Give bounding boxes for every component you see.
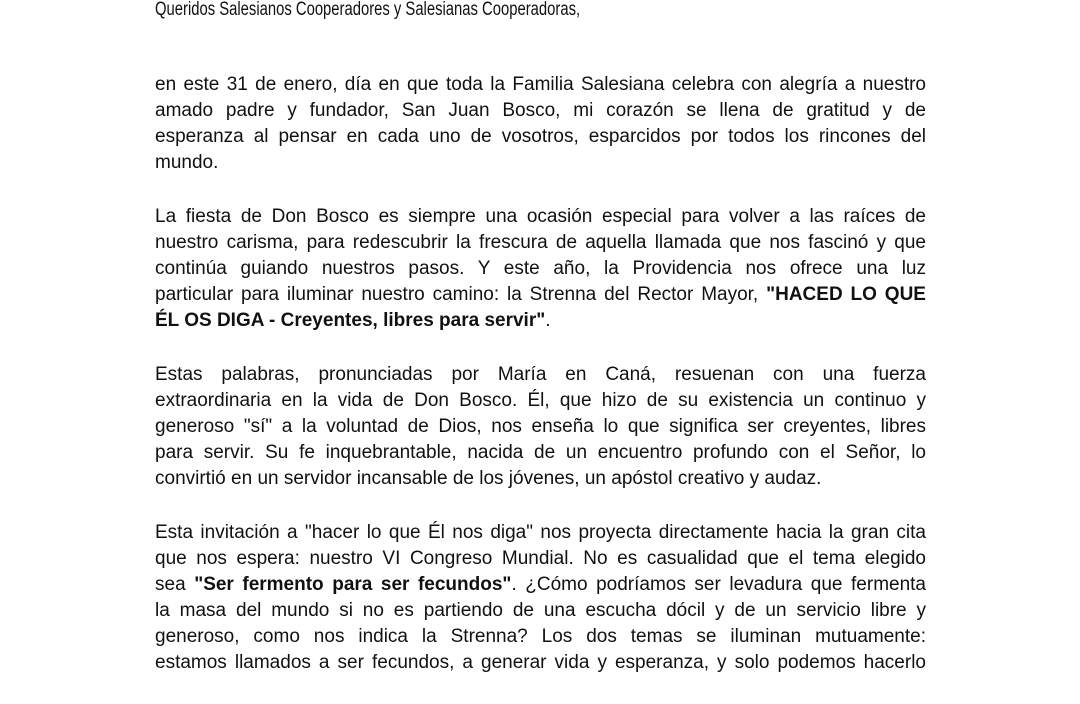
text-line: [155, 282, 926, 308]
text-line: [155, 440, 926, 466]
text-segment: particular para iluminar nuestro camino: la Strenna del Rector Mayor,: [155, 284, 767, 305]
text-segment: mundo.: [155, 152, 219, 173]
text-segment: nuestro carisma, para redescubrir la frescura de aquella llamada que nos fascinó y que: [155, 232, 926, 253]
text-line: [155, 98, 926, 124]
text-line: [155, 72, 926, 98]
paragraph: [155, 362, 926, 492]
text-line: [155, 256, 926, 282]
text-line: [155, 230, 926, 256]
text-segment: generoso "sí" a la voluntad de Dios, nos enseña lo que significa ser creyentes, libres: [155, 416, 926, 437]
text-line: [155, 150, 926, 176]
text-segment: Esta invitación a "hacer lo que Él nos diga" nos proyecta directamente hacia la gran cita: [155, 522, 926, 543]
paragraph: [155, 520, 926, 676]
bold-text: ÉL OS DIGA - Creyentes, libres para servir": [155, 310, 546, 331]
text-line: [155, 624, 926, 650]
text-line: [155, 650, 926, 676]
text-line: [155, 362, 926, 388]
text-line: [155, 388, 926, 414]
text-segment: amado padre y fundador, San Juan Bosco, mi corazón se llena de gratitud y de: [155, 100, 926, 121]
text-line: [155, 520, 926, 546]
text-segment: continúa guiando nuestros pasos. Y este año, la Providencia nos ofrece una luz: [155, 258, 926, 279]
text-segment: en este 31 de enero, día en que toda la Familia Salesiana celebra con alegría a nuestro: [155, 74, 926, 95]
paragraph: [155, 72, 926, 176]
text-segment: .: [545, 310, 551, 331]
text-segment: la masa del mundo si no es partiendo de una escucha dócil y de un servicio libre y: [155, 600, 926, 621]
bold-text: "HACED LO QUE: [766, 284, 926, 305]
text-line: [155, 598, 926, 624]
text-line: [155, 204, 926, 230]
text-segment: esperanza al pensar en cada uno de vosotros, esparcidos por todos los rincones del: [155, 126, 926, 147]
text-line: [155, 414, 926, 440]
bold-text: "Ser fermento para ser fecundos": [194, 574, 512, 595]
text-segment: que nos espera: nuestro VI Congreso Mundial. No es casualidad que el tema elegido: [155, 548, 926, 569]
text-segment: generoso, como nos indica la Strenna? Los dos temas se iluminan mutuamente:: [155, 626, 926, 647]
text-segment: estamos llamados a ser fecundos, a generar vida y esperanza, y solo podemos hacerlo: [155, 652, 926, 673]
greeting-line: Queridos Salesianos Cooperadores y Salesianas Cooperadoras,: [155, 0, 581, 20]
text-line: [155, 308, 926, 334]
text-segment: Estas palabras, pronunciadas por María en Caná, resuenan con una fuerza: [155, 364, 926, 385]
text-line: [155, 546, 926, 572]
text-line: [155, 124, 926, 150]
text-segment: . ¿Cómo podríamos ser levadura que fermenta: [511, 574, 927, 595]
text-line: [155, 466, 926, 492]
text-segment: para servir. Su fe inquebrantable, nacida de un encuentro profundo con el Señor, lo: [155, 442, 926, 463]
text-segment: sea: [155, 574, 195, 595]
paragraph: [155, 204, 926, 334]
text-line: [155, 572, 926, 598]
letter-body: [155, 72, 926, 704]
text-segment: La fiesta de Don Bosco es siempre una ocasión especial para volver a las raíces de: [155, 206, 926, 227]
text-segment: convirtió en un servidor incansable de los jóvenes, un apóstol creativo y audaz.: [155, 468, 822, 489]
text-segment: extraordinaria en la vida de Don Bosco. Él, que hizo de su existencia un continuo y: [155, 390, 926, 411]
